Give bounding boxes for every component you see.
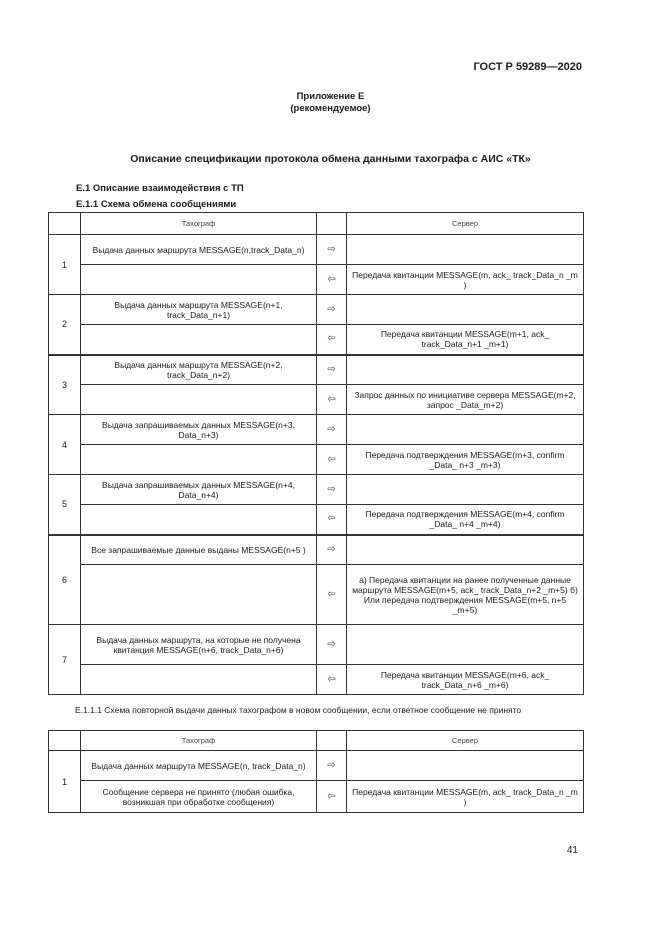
step-number: 5 bbox=[49, 475, 81, 535]
arrow-left-icon: ⇦ bbox=[317, 781, 347, 813]
server-cell bbox=[347, 235, 584, 265]
server-cell bbox=[347, 475, 584, 505]
server-cell bbox=[347, 355, 584, 385]
arrow-right-icon: ⇨ bbox=[317, 415, 347, 445]
page-number: 41 bbox=[566, 845, 578, 856]
repeat-output-table bbox=[48, 730, 584, 813]
step-number: 2 bbox=[49, 295, 81, 355]
arrow-right-icon: ⇨ bbox=[317, 475, 347, 505]
server-cell: Передача подтверждения MESSAGE(m+4, confirm _Data_ n+4 _m+4) bbox=[347, 505, 584, 535]
table-header-row bbox=[49, 213, 584, 235]
table-row bbox=[49, 265, 584, 295]
table-row bbox=[49, 295, 584, 325]
step-number: 4 bbox=[49, 415, 81, 475]
arrow-right-icon: ⇨ bbox=[317, 751, 347, 781]
column-server-header: Сервер bbox=[347, 213, 584, 235]
arrow-right-icon: ⇨ bbox=[317, 535, 347, 565]
server-cell: Передача квитанции MESSAGE(m+6, ack_ track_Data_n+6 _m+6) bbox=[347, 665, 584, 695]
table-row bbox=[49, 415, 584, 445]
tachograph-cell bbox=[81, 325, 317, 355]
server-cell bbox=[347, 625, 584, 665]
step-number: 1 bbox=[49, 751, 81, 813]
arrow-right-icon: ⇨ bbox=[317, 355, 347, 385]
arrow-left-icon: ⇦ bbox=[317, 265, 347, 295]
tachograph-cell: Все запрашиваемые данные выданы MESSAGE(n+5 ) bbox=[81, 535, 317, 565]
arrow-left-icon: ⇦ bbox=[317, 325, 347, 355]
tachograph-cell bbox=[81, 505, 317, 535]
table-row bbox=[49, 505, 584, 535]
standard-header: ГОСТ Р 59289—2020 bbox=[473, 61, 582, 73]
server-cell: Передача квитанции MESSAGE(m+1, ack_ track_Data_n+1 _m+1) bbox=[347, 325, 584, 355]
table-row bbox=[49, 355, 584, 385]
section-e11-heading: Е.1.1 Схема обмена сообщениями bbox=[76, 199, 237, 210]
server-cell: Запрос данных по инициативе сервера MESSAGE(m+2, запрос _Data_m+2) bbox=[347, 385, 584, 415]
table-row bbox=[49, 445, 584, 475]
column-server-header: Сервер bbox=[347, 731, 584, 751]
column-arrow-header bbox=[317, 731, 347, 751]
arrow-right-icon: ⇨ bbox=[317, 295, 347, 325]
arrow-left-icon: ⇦ bbox=[317, 505, 347, 535]
message-exchange-table bbox=[48, 212, 584, 695]
server-cell: Передача квитанции MESSAGE(m, ack_ track_Data_n _m ) bbox=[347, 781, 584, 813]
appendix-heading bbox=[0, 91, 661, 115]
step-number: 6 bbox=[49, 535, 81, 625]
arrow-left-icon: ⇦ bbox=[317, 565, 347, 625]
server-cell: а) Передача квитанции на ранее полученные данные маршрута MESSAGE(m+5, ack_ track_Data_n+2 _m+5) б) Или передача подтверждения MESSAGE(m+5, n+5 _m+5) bbox=[347, 565, 584, 625]
section-e111-note: Е.1.1.1 Схема повторной выдачи данных тахографом в новом сообщении, если ответное сообщение не принято bbox=[75, 705, 522, 715]
column-num-header bbox=[49, 731, 81, 751]
tachograph-cell bbox=[81, 385, 317, 415]
tachograph-cell bbox=[81, 265, 317, 295]
table-row bbox=[49, 535, 584, 565]
table-row bbox=[49, 475, 584, 505]
server-cell bbox=[347, 415, 584, 445]
appendix-note: (рекомендуемое) bbox=[290, 103, 371, 114]
tachograph-cell: Выдача запрашиваемых данных MESSAGE(n+3, Data_n+3) bbox=[81, 415, 317, 445]
server-cell bbox=[347, 295, 584, 325]
column-tachograph-header: Тахограф bbox=[81, 731, 317, 751]
server-cell: Передача квитанции MESSAGE(m, ack_ track_Data_n _m ) bbox=[347, 265, 584, 295]
table-row bbox=[49, 665, 584, 695]
table-row bbox=[49, 565, 584, 625]
document-title: Описание спецификации протокола обмена данными тахографа с АИС «ТК» bbox=[130, 153, 531, 165]
arrow-right-icon: ⇨ bbox=[317, 625, 347, 665]
table-header-row bbox=[49, 731, 584, 751]
arrow-left-icon: ⇦ bbox=[317, 665, 347, 695]
server-cell: Передача подтверждения MESSAGE(m+3, confirm _Data_ n+3 _m+3) bbox=[347, 445, 584, 475]
server-cell bbox=[347, 535, 584, 565]
section-e1-heading: Е.1 Описание взаимодействия с ТП bbox=[76, 183, 244, 194]
tachograph-cell: Выдача данных маршрута MESSAGE(n, track_Data_n) bbox=[81, 751, 317, 781]
step-number: 7 bbox=[49, 625, 81, 695]
table-row bbox=[49, 751, 584, 781]
column-arrow-header bbox=[317, 213, 347, 235]
tachograph-cell: Выдача запрашиваемых данных MESSAGE(n+4, Data_n+4) bbox=[81, 475, 317, 505]
table-row bbox=[49, 325, 584, 355]
server-cell bbox=[347, 751, 584, 781]
arrow-right-icon: ⇨ bbox=[317, 235, 347, 265]
appendix-title: Приложение Е bbox=[296, 91, 365, 102]
table-row bbox=[49, 235, 584, 265]
tachograph-cell: Выдача данных маршрута, на которые не получена квитанция MESSAGE(n+6, track_Data_n+6) bbox=[81, 625, 317, 665]
tachograph-cell bbox=[81, 665, 317, 695]
tachograph-cell: Выдача данных маршрута MESSAGE(n+1, track_Data_n+1) bbox=[81, 295, 317, 325]
tachograph-cell: Выдача данных маршрута MESSAGE(n+2, track_Data_n+2) bbox=[81, 355, 317, 385]
tachograph-cell bbox=[81, 565, 317, 625]
arrow-left-icon: ⇦ bbox=[317, 445, 347, 475]
tachograph-cell bbox=[81, 445, 317, 475]
tachograph-cell: Выдача данных маршрута MESSAGE(n,track_Data_n) bbox=[81, 235, 317, 265]
table-row bbox=[49, 781, 584, 813]
step-number: 3 bbox=[49, 355, 81, 415]
column-tachograph-header: Тахограф bbox=[81, 213, 317, 235]
table-row bbox=[49, 385, 584, 415]
table-row bbox=[49, 625, 584, 665]
step-number: 1 bbox=[49, 235, 81, 295]
arrow-left-icon: ⇦ bbox=[317, 385, 347, 415]
column-num-header bbox=[49, 213, 81, 235]
tachograph-cell: Сообщение сервера не принято (любая ошибка, возникшая при обработке сообщения) bbox=[81, 781, 317, 813]
